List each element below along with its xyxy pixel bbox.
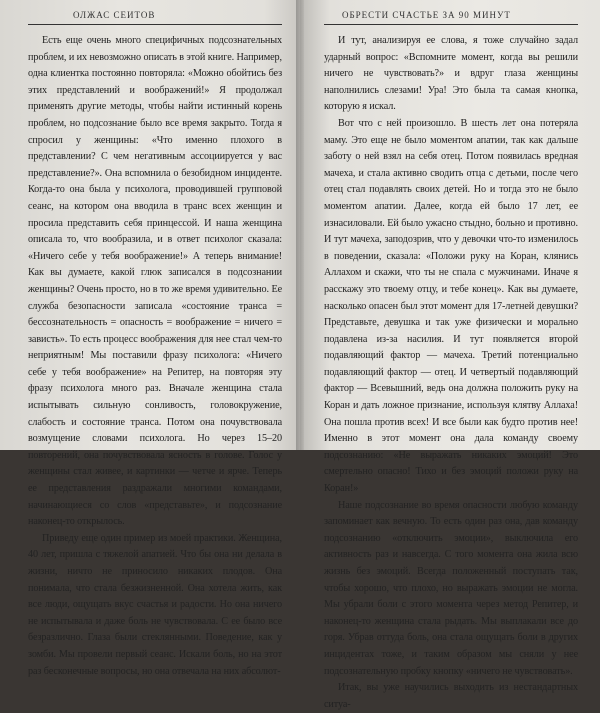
paragraph: Итак, вы уже научились выходить из нестандартных ситуа- [324,682,578,710]
paragraph: Приведу еще один пример из моей практики. Женщина, 40 лет, пришла с тяжелой апатией. Что бы она ни делала в жизни, ничто не приносило никаких плодов. Она понимала, что стала безжизненной. Она хотела жить, как все люди, ощущать вкус счастья и радости. Но она ничего не испытывала и даже боль не чувствовала. С ее было все безразлично. Глаза были стеклянными. Поведение, как у зомби. Мы провели первый сеанс. Искали боль, но на этот раз бесконечные вопросы, но она отвечала на них абсолют- [28,532,282,677]
paragraph: Наше подсознание во время опасности любую команду запоминает как вечную. То есть один раз она, дав команду подсознанию «отключить эмоции», выключила его активность раз и навсегда. С того момента она жила всю жизнь без эмоций. Всегда положенный поступать так, чтобы хорошо, что плохо, но выражать эмоции не могла. Мы убрали боли с этого момента через метод Репитер, и наконец-то женщина стала рыдать. Мы выплакали все до горя. Убрав оттуда боль, она стала ощущать боли в других инцидентах тоже, и таким образом мы сняли у нее подсознательную пробку кнопку «ничего не чувствовать». [324,499,578,677]
running-head-title: ОБРЕСТИ СЧАСТЬЕ ЗА 90 МИНУТ [342,10,511,20]
header-rule [324,24,578,25]
right-page [300,0,600,710]
paragraph: Есть еще очень много специфичных подсознательных проблем, и их невозможно описать в этой книге. Например, одна клиентка постоянно повторяла: «Можно обойтись без этих представлений и воображений!» Я продолжал применять другие методы, чтобы найти истинный корень проблем, но подсознание было все время закрыто. Тогда я спросил у женщины: «Что именно плохого в представлении? С чем негативным ассоциируется у вас представление?». Она вспомнила о безобидном инциденте. Когда-то она была у психолога, проводившей групповой сеанс, на котором она вводила в транс всех женщин и просила представить себя принцессой. И наша женщина описала то, что вообразила, и в ответ психолог сказала: «Ничего себе у тебя воображение!» А теперь внимание! Как вы думаете, какой глюк записался в подсознании женщины? Очень просто, но в то же время удивительно. Ее служба безопасности записала «состояние транса = бессознательность = опасность = воображение = ничего = зависть». То есть процесс воображения для нее стал чем-то неприятным! Мы поставили фразу психолога: «Ничего себе у тебя воображение» на Репитер, на повторяя эту фразу психолога много раз. Вначале женщина стала испытывать сильную сонливость, головокружение, слабость и состояние транса. Потом она почувствовала возмущение словами психолога. Но через 15–20 повторений, она почувствовала ясность в голове. Голос у женщины стал живее, и картинки — четче и ярче. Теперь ее представления раздражали многими командами, начинающиеся со слов «представьте», и подсознание наконец-то открылось. [28,35,282,528]
left-page [0,0,300,677]
paragraph: Вот что с ней произошло. В шесть лет она потеряла маму. Это еще не было моментом апатии, так как дальше заботу о ней взял на себя отец. Потом появилась вредная мачеха, и стала активно сводить отца с детьми, после чего отец стал подавлять своих детей. Но и тогда это не было моментом апатии. Далее, когда ей было 17 лет, ее изнасиловали. Ей было ужасно стыдно, больно и противно. И тут мачеха, заподозрив, что у девочки что-то изменилось в поведении, сказала: «Положи руку на Коран, клянись Аллахом и скажи, что ты не спала с мужчинами. Иначе я расскажу это твоему отцу, и тебе конец». Как вы думаете, насколько опасен был этот момент для 17-летней девушки? Представьте, девушка и так уже физически и морально подавлена из-за насилия. И тут появляется второй подавляющий фактор — мачеха. Третий потенциально подавляющий фактор — отец. И четвертый подавляющий фактор — Всевышний, ведь она должна положить руку на Коран и дать ложное признание, используя клятву Аллаха! Она пошла против всех! И все были как будто против нее! Именно в этот момент она дала команду своему подсознанию: «Не выражать никаких эмоций! Это смертельно опасно! Тихо и без эмоций положи руку на Коран!» [324,117,578,495]
paragraph: И тут, анализируя ее слова, я тоже случайно задал ударный вопрос: «Вспомните момент, когда вы решили ничего не чувствовать?» и вдруг глаза женщины наполнились слезами! Ура! Это была та самая кнопка, которую я искал. [324,35,578,113]
running-head-author: ОЛЖАС СЕИТОВ [73,10,156,20]
book-gutter [296,0,304,450]
header-rule [28,24,282,25]
